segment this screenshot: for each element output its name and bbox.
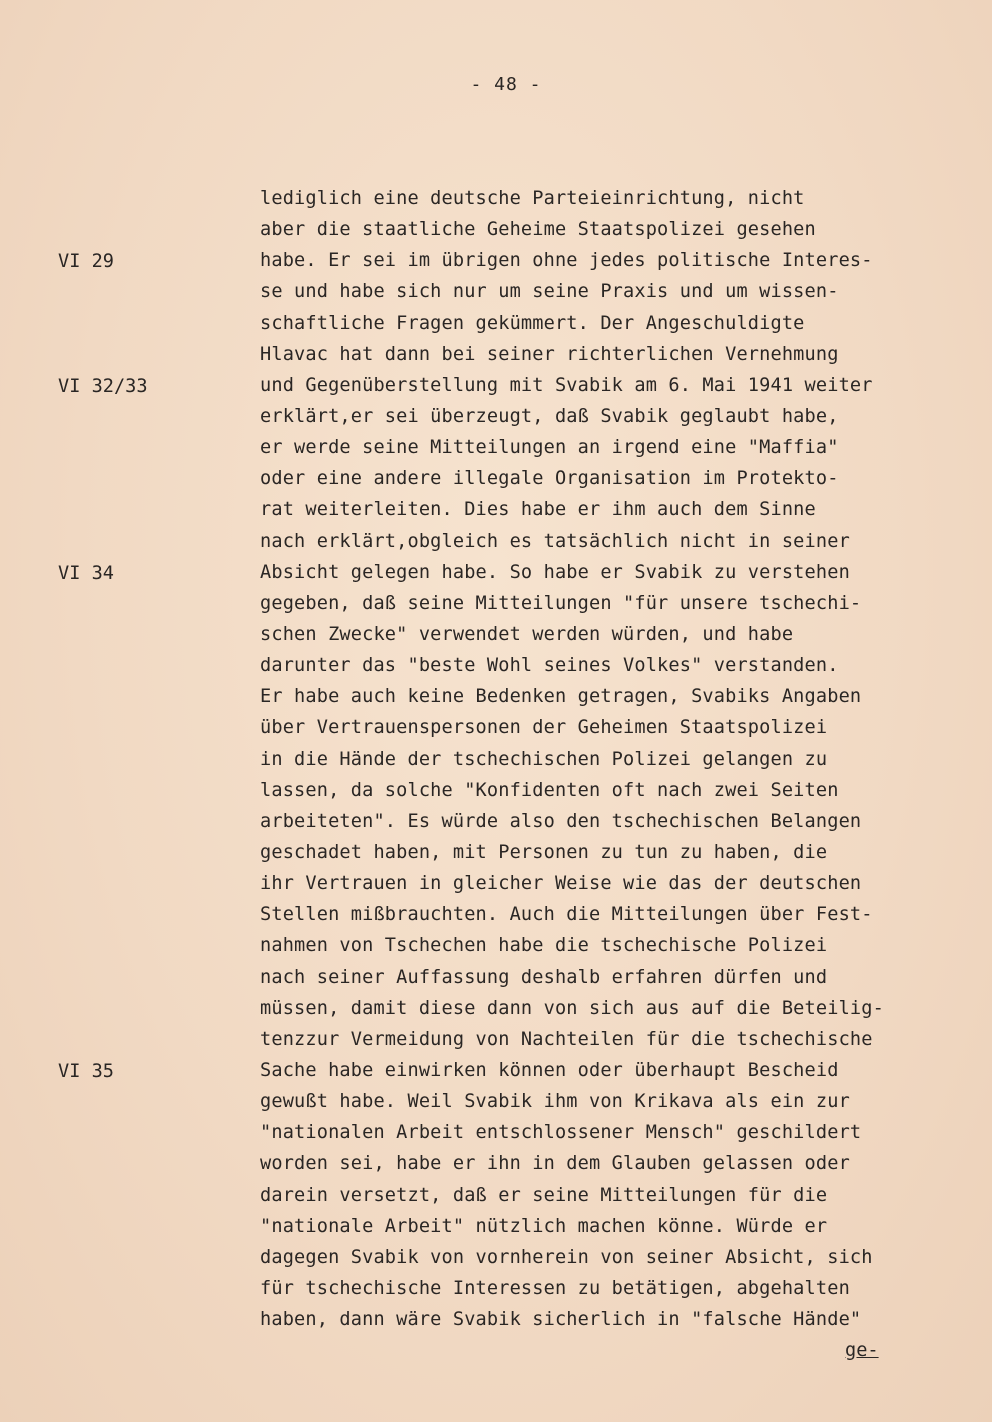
text-line: nach erklärt,obgleich es tatsächlich nicht in seiner bbox=[260, 530, 850, 552]
text-line: lassen, da solche "Konfidenten oft nach zwei Seiten bbox=[260, 779, 839, 801]
text-line: Hlavac hat dann bei seiner richterlichen Vernehmung bbox=[260, 343, 839, 365]
text-line: arbeiteten". Es würde also den tschechischen Belangen bbox=[260, 810, 862, 832]
text-line: worden sei, habe er ihn in dem Glauben gelassen oder bbox=[260, 1153, 850, 1175]
text-line: für tschechische Interessen zu betätigen, abgehalten bbox=[260, 1277, 850, 1299]
text-line: nach seiner Auffassung deshalb erfahren dürfen und bbox=[260, 966, 828, 988]
margin-note: VI 34 bbox=[58, 562, 114, 584]
text-line: Sache habe einwirken können oder überhaupt Bescheid bbox=[260, 1059, 839, 1081]
catchword: ge- bbox=[845, 1340, 879, 1361]
text-line: und Gegenüberstellung mit Svabik am 6. Mai 1941 weiter bbox=[260, 374, 873, 396]
text-line: gewußt habe. Weil Svabik ihm von Krikava als ein zur bbox=[260, 1091, 850, 1113]
text-line: schen Zwecke" verwendet werden würden, und habe bbox=[260, 623, 794, 645]
text-line: erklärt,er sei überzeugt, daß Svabik geglaubt habe, bbox=[260, 405, 839, 427]
text-line: in die Hände der tschechischen Polizei gelangen zu bbox=[260, 748, 828, 770]
text-line: nahmen von Tschechen habe die tschechische Polizei bbox=[260, 935, 828, 957]
text-line: se und habe sich nur um seine Praxis und um wissen- bbox=[260, 281, 839, 303]
text-line: Stellen mißbrauchten. Auch die Mitteilungen über Fest- bbox=[260, 904, 873, 926]
margin-note: VI 35 bbox=[58, 1061, 114, 1083]
text-line: müssen, damit diese dann von sich aus auf die Beteilig- bbox=[260, 997, 884, 1019]
body-text bbox=[260, 183, 980, 1335]
text-line: darunter das "beste Wohl seines Volkes" verstanden. bbox=[260, 655, 839, 677]
text-line: Absicht gelegen habe. So habe er Svabik zu verstehen bbox=[260, 561, 850, 583]
text-line: habe. Er sei im übrigen ohne jedes politische Interes- bbox=[260, 250, 873, 272]
text-line: haben, dann wäre Svabik sicherlich in "falsche Hände" bbox=[260, 1309, 862, 1331]
text-line: "nationalen Arbeit entschlossener Mensch" geschildert bbox=[260, 1122, 862, 1144]
text-line: er werde seine Mitteilungen an irgend eine "Maffia" bbox=[260, 437, 839, 459]
margin-note: VI 32/33 bbox=[58, 375, 148, 397]
text-line: geschadet haben, mit Personen zu tun zu haben, die bbox=[260, 841, 828, 863]
text-line: rat weiterleiten. Dies habe er ihm auch dem Sinne bbox=[260, 499, 816, 521]
text-line: ihr Vertrauen in gleicher Weise wie das der deutschen bbox=[260, 873, 862, 895]
text-line: oder eine andere illegale Organisation im Protekto- bbox=[260, 468, 839, 490]
text-line: gegeben, daß seine Mitteilungen "für unsere tschechi- bbox=[260, 592, 862, 614]
text-line: darein versetzt, daß er seine Mitteilungen für die bbox=[260, 1184, 828, 1206]
text-line: über Vertrauenspersonen der Geheimen Staatspolizei bbox=[260, 717, 828, 739]
page-number: - 48 - bbox=[470, 74, 542, 95]
text-line: "nationale Arbeit" nützlich machen könne. Würde er bbox=[260, 1215, 828, 1237]
text-line: tenzzur Vermeidung von Nachteilen für die tschechische bbox=[260, 1028, 873, 1050]
margin-note: VI 29 bbox=[58, 251, 114, 273]
text-line: aber die staatliche Geheime Staatspolizei gesehen bbox=[260, 219, 816, 241]
text-line: Er habe auch keine Bedenken getragen, Svabiks Angaben bbox=[260, 686, 862, 708]
text-line: schaftliche Fragen gekümmert. Der Angeschuldigte bbox=[260, 312, 805, 334]
text-line: dagegen Svabik von vornherein von seiner Absicht, sich bbox=[260, 1246, 873, 1268]
text-line: lediglich eine deutsche Parteieinrichtung, nicht bbox=[260, 188, 805, 209]
